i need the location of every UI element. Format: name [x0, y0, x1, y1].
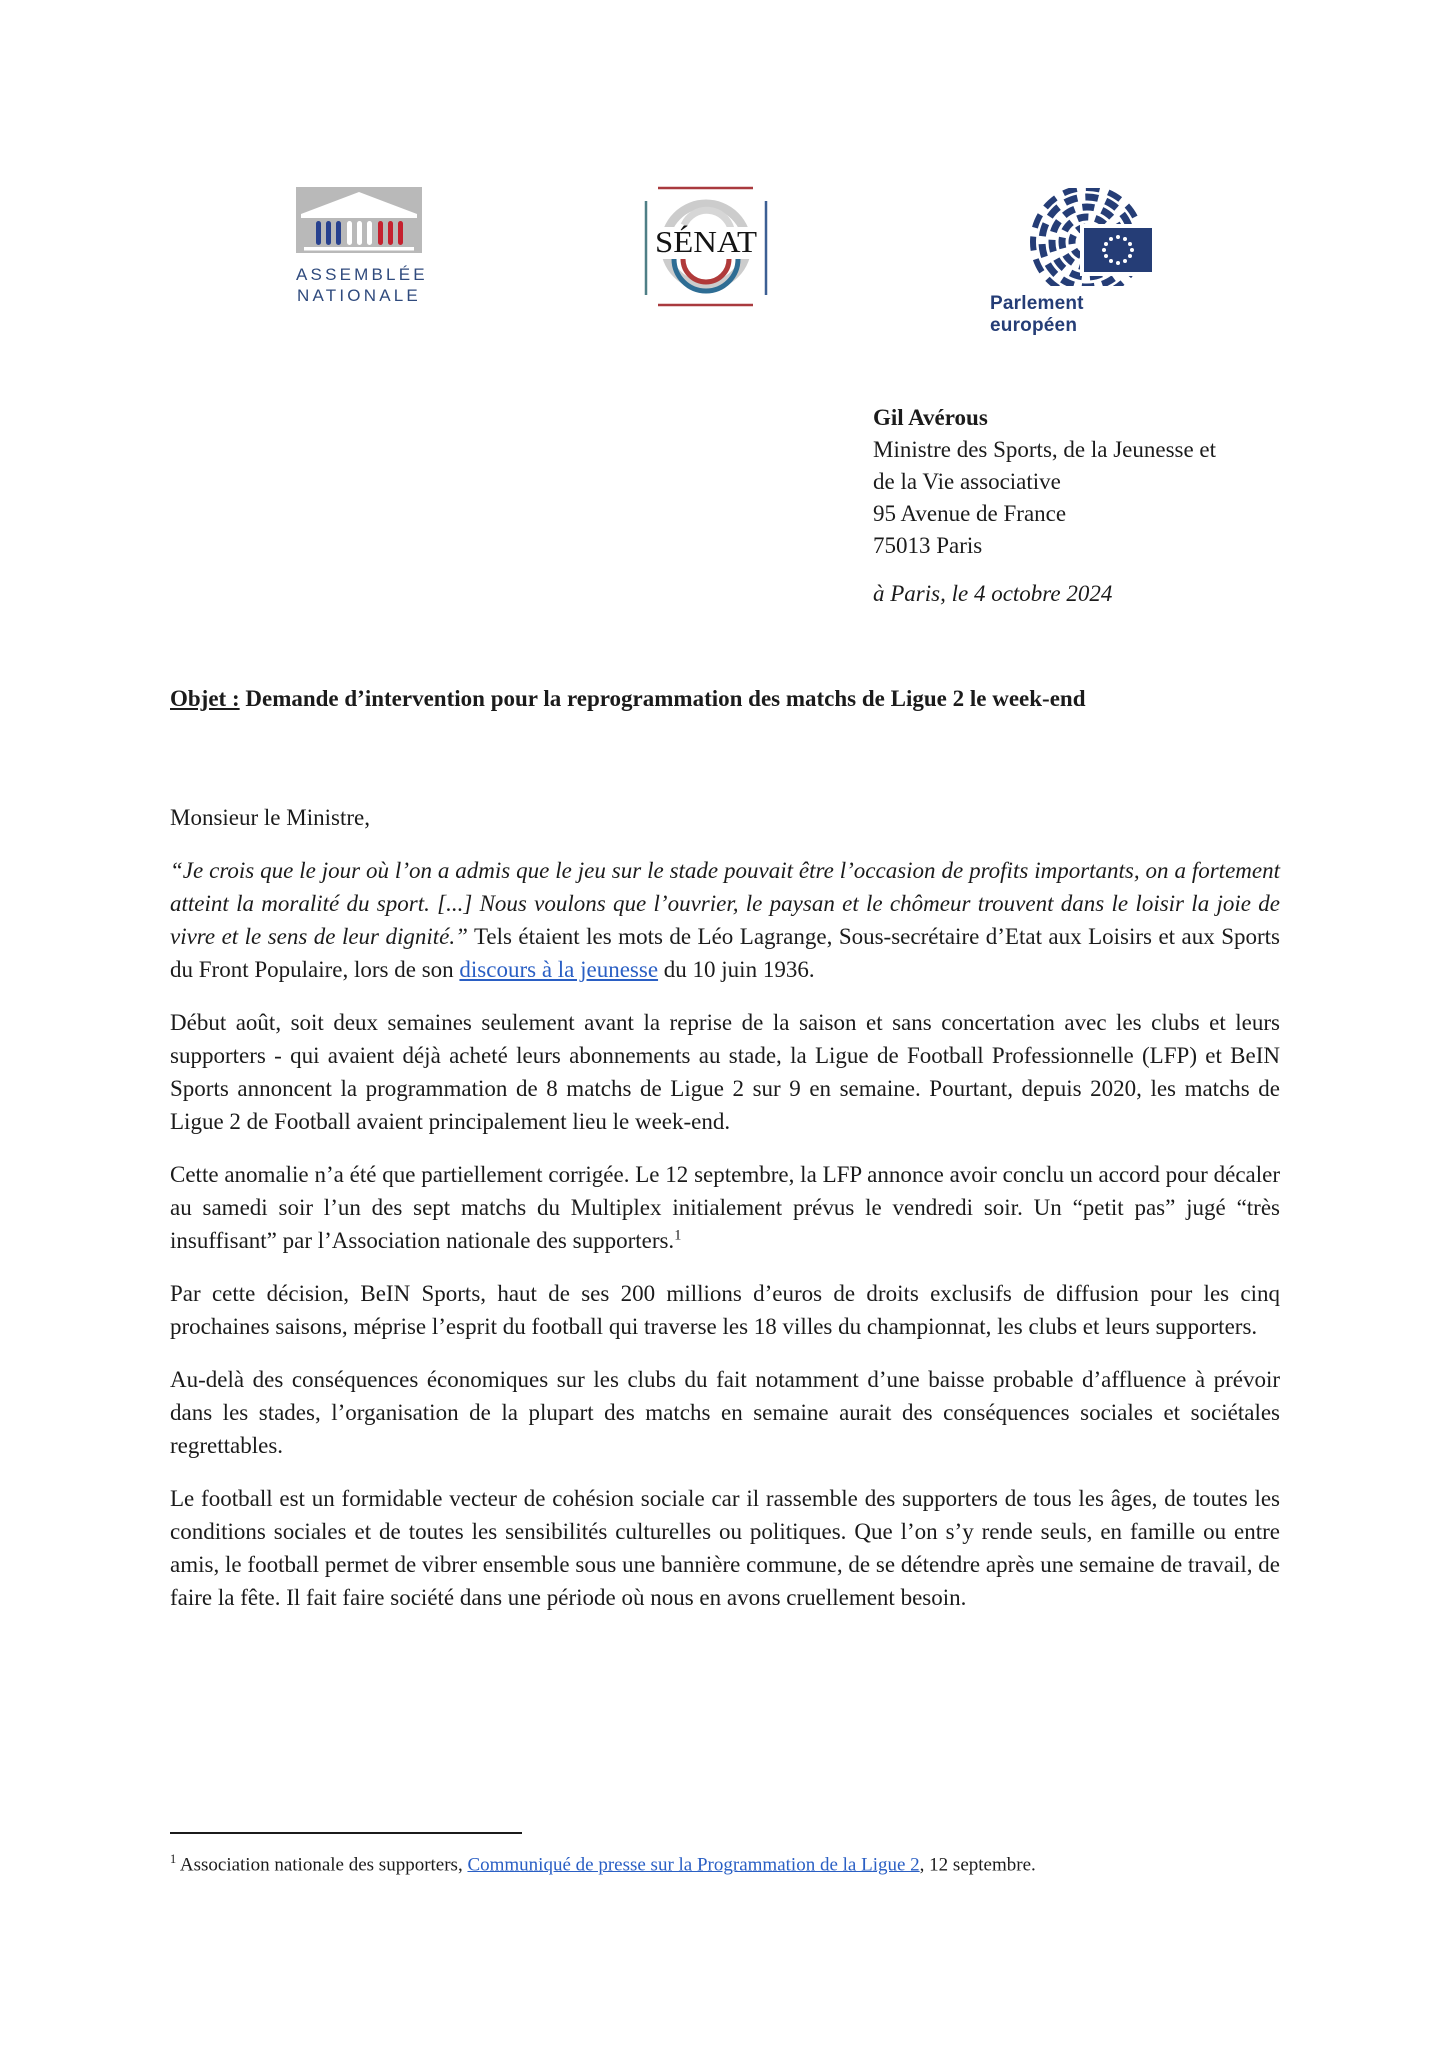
assemblee-caption-line1: ASSEMBLÉE: [296, 265, 428, 284]
footnote-source: Association nationale des supporters,: [176, 1854, 468, 1876]
senat-logo-block: [644, 183, 768, 309]
paragraph-anomalie: [170, 1158, 1280, 1257]
assemblee-nationale-logo-icon: [296, 187, 422, 253]
footnote-separator: [170, 1832, 522, 1834]
quote-text: “Je crois que le jour où l’on a admis que le jeu sur le stade pouvait être l’occasion de profits importants, on a fortement atteint la moralité du sport. [...] Nous voulons que l’ouvrier, le paysan et le chômeur trouvent dans le loisir la joie de vivre et le sens de leur dignité.”: [170, 858, 1280, 949]
paragraph-consequences: Au-delà des conséquences économiques sur les clubs du fait notamment d’une baisse probable d’affluence à prévoir dans les stades, l’organisation de la plupart des matchs en semaine aurait des conséquences sociales et sociétales regrettables.: [170, 1367, 1280, 1458]
assemblee-nationale-caption: [296, 264, 428, 306]
paragraph-decision: Par cette décision, BeIN Sports, haut de ses 200 millions d’euros de droits exclusifs de diffusion pour les cinq prochaines saisons, méprise l’esprit du football qui traverse les 18 villes du championnat, les clubs et leurs supporters.: [170, 1281, 1280, 1339]
quote-attribution: Tels étaient les mots de Léo Lagrange, Sous-secrétaire d’Etat aux Loisirs et aux Sports du Front Populaire, lors de son: [170, 924, 1280, 982]
parlement-europeen-logo-icon: [990, 188, 1160, 286]
subject-line: [170, 684, 1320, 714]
footnote-date: , 12 septembre.: [919, 1854, 1036, 1876]
footnote-reference: 1: [674, 1227, 682, 1244]
footnote-block: [170, 1832, 1280, 1877]
quote-end: du 10 juin 1936.: [658, 957, 815, 982]
recipient-address-line: 95 Avenue de France: [873, 501, 1067, 526]
paragraph-debut-aout: Début août, soit deux semaines seulement avant la reprise de la saison et sans concertation avec les clubs et leurs supporters - qui avaient déjà acheté leurs abonnements au stade, la Ligue de Football Professionnelle (LFP) et BeIN Sports annoncent la programmation de 8 matchs de Ligue 2 sur 9 en semaine. Pourtant, depuis 2020, les matchs de Ligue 2 de Football avaient principalement lieu le week-end.: [170, 1010, 1280, 1134]
recipient-name: Gil Avérous: [873, 405, 988, 430]
senat-label: SÉNAT: [655, 224, 758, 259]
subject-text: Demande d’intervention pour la reprogrammation des matchs de Ligue 2 le week-end: [239, 686, 1086, 711]
parlement-europeen-caption: Parlement européen: [990, 293, 1084, 336]
salutation: Monsieur le Ministre,: [170, 805, 370, 830]
senat-logo-icon: [644, 183, 768, 309]
date-line: à Paris, le 4 octobre 2024: [873, 581, 1113, 606]
footnote-text: [170, 1847, 1280, 1877]
subject-label: Objet :: [170, 686, 240, 711]
recipient-address-line: Ministre des Sports, de la Jeunesse et: [873, 437, 1217, 462]
footnote-marker: 1: [170, 1852, 177, 1866]
paragraph-cohesion: Le football est un formidable vecteur de cohésion sociale car il rassemble des supporters de tous les âges, de toutes les conditions sociales et de toutes les sensibilités culturelles ou politiques. Que l’on s’y rende seuls, en famille ou entre amis, le football permet de vibrer ensemble sous une bannière commune, de se détendre après une semaine de travail, de faire la fête. Il fait faire société dans une période où nous en avons cruellement besoin.: [170, 1486, 1280, 1610]
recipient-block: [873, 402, 1216, 610]
paragraph-quote: [170, 854, 1280, 986]
assemblee-nationale-logo-block: [296, 187, 428, 306]
assemblee-caption-line2: NATIONALE: [297, 286, 421, 305]
discours-jeunesse-link[interactable]: discours à la jeunesse: [459, 957, 659, 982]
paragraph-anomalie-text: Cette anomalie n’a été que partiellement corrigée. Le 12 septembre, la LFP annonce avoir conclu un accord pour décaler au samedi soir l’un des sept matchs du Multiplex initialement prévus le vendredi soir. Un “petit pas” jugé “très insuffisant” par l’Association nationale des supporters.: [170, 1162, 1280, 1253]
letter-body: [170, 801, 1280, 1634]
recipient-address-line: 75013 Paris: [873, 533, 983, 558]
recipient-address-line: de la Vie associative: [873, 469, 1061, 494]
parlement-europeen-logo-block: [990, 188, 1160, 337]
communique-presse-link[interactable]: Communiqué de presse sur la Programmation de la Ligue 2: [467, 1854, 920, 1876]
